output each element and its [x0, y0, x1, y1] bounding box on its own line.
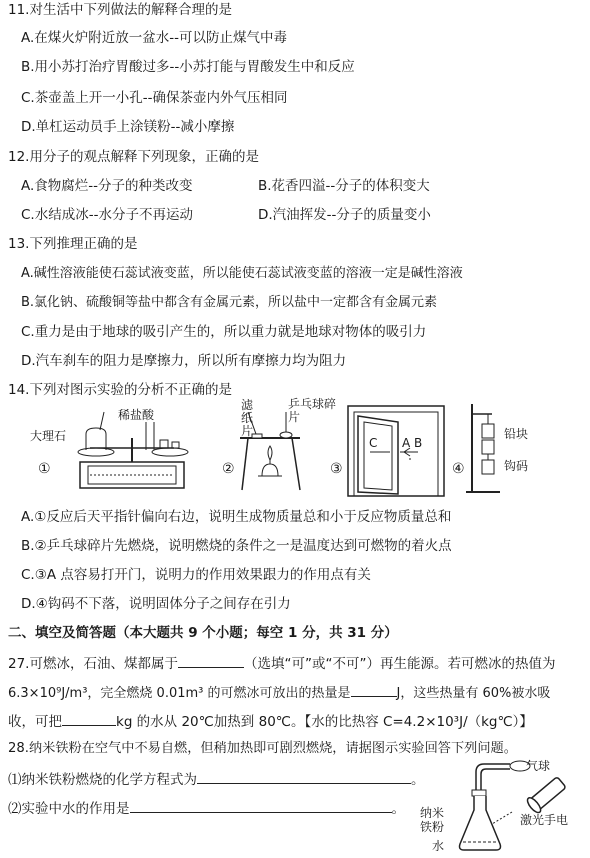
figure-2-number: ② — [222, 461, 235, 477]
q11-option-b: B.用小苏打治疗胃酸过多--小苏打能与胃酸发生中和反应 — [21, 59, 355, 75]
q27-text-1a: 27.可燃冰，石油、煤都属于 — [8, 656, 178, 672]
label-hook-weight: 钩码 — [504, 459, 529, 473]
label-laser-torch: 激光手电 — [520, 813, 569, 827]
q28-sub-1 — [8, 769, 425, 789]
figure-flask-laser — [448, 760, 590, 854]
label-hydrochloric-acid: 稀盐酸 — [118, 408, 155, 422]
label-balloon: 气球 — [526, 759, 551, 773]
q11-option-d: D.单杠运动员手上涂镁粉--减小摩擦 — [21, 119, 235, 135]
q28-sub-2-text: ⑵实验中水的作用是 — [8, 801, 130, 817]
figure-door — [340, 400, 450, 500]
figure-4-number: ④ — [452, 461, 465, 477]
q27-text-1b: （选填“可”或“不可”）再生能源。若可燃冰的热值为 — [243, 656, 556, 672]
q27-line-3 — [8, 711, 533, 731]
q13-option-a: A.碱性溶液能使石蕊试液变蓝，所以能使石蕊试液变蓝的溶液一定是碱性溶液 — [21, 266, 463, 281]
q28-blank-1[interactable] — [197, 769, 411, 784]
q28-blank-2[interactable] — [130, 798, 392, 813]
q12-option-d: D.汽油挥发--分子的质量变小 — [258, 207, 431, 223]
q12-option-a: A.食物腐烂--分子的种类改变 — [21, 178, 193, 194]
q27-line-1 — [8, 653, 555, 673]
q11-option-c: C.茶壶盖上开一小孔--确保茶壶内外气压相同 — [21, 90, 288, 106]
q13-option-c: C.重力是由于地球的吸引产生的，所以重力就是地球对物体的吸引力 — [21, 324, 427, 340]
label-marble: 大理石 — [30, 429, 67, 443]
q12-option-c: C.水结成冰--水分子不再运动 — [21, 207, 193, 223]
q27-blank-3[interactable] — [62, 711, 116, 726]
section-2-heading: 二、填空及简答题（本大题共 9 个小题；每空 1 分，共 31 分） — [8, 625, 398, 641]
q28-sub-1-end: 。 — [411, 772, 425, 788]
q27-text-2a: 6.3×10⁹J/m³，完全燃烧 0.01m³ 的可燃冰可放出的热量是 — [8, 686, 351, 701]
label-lead-block: 铅块 — [504, 427, 529, 441]
door-diagram — [340, 400, 450, 500]
q27-blank-2[interactable] — [351, 682, 397, 697]
q27-text-3a: 收，可把 — [8, 714, 62, 730]
q13-stem: 13.下列推理正确的是 — [8, 236, 138, 252]
q13-option-b: B.氯化钠、硫酸铜等盐中都含有金属元素，所以盐中一定都含有金属元素 — [21, 295, 438, 310]
q27-text-2b: J，这些热量有 60%被水吸 — [396, 686, 551, 701]
q12-stem: 12.用分子的观点解释下列现象，正确的是 — [8, 149, 259, 165]
label-filter-paper: 滤纸片 — [241, 398, 254, 438]
q28-stem: 28.纳米铁粉在空气中不易自燃，但稍加热即可剧烈燃烧，请据图示实验回答下列问题。 — [8, 741, 517, 756]
label-point-c: C — [369, 436, 378, 450]
q13-option-d: D.汽车刹车的阻力是摩擦力，所以所有摩擦力均为阻力 — [21, 353, 347, 369]
q28-sub-2-end: 。 — [391, 801, 405, 817]
label-nano-iron: 纳米铁粉 — [420, 806, 445, 834]
q27-text-3b: kg 的水从 20℃加热到 80℃。【水的比热容 C=4.2×10³J/（kg℃）】 — [116, 714, 533, 730]
q14-option-b: B.②乒乓球碎片先燃烧，说明燃烧的条件之一是温度达到可燃物的着火点 — [21, 538, 452, 554]
q14-stem: 14.下列对图示实验的分析不正确的是 — [8, 382, 232, 398]
figure-lead-block — [466, 400, 506, 498]
label-water: 水 — [432, 839, 445, 853]
label-pingpong-pieces: 乒乓球碎片 — [288, 397, 337, 424]
q12-option-b: B.花香四溢--分子的体积变大 — [258, 178, 430, 194]
q14-option-c: C.③A 点容易打开门，说明力的作用效果跟力的作用点有关 — [21, 567, 371, 583]
q27-line-2 — [8, 682, 550, 703]
q11-option-a: A.在煤火炉附近放一盆水--可以防止煤气中毒 — [21, 30, 288, 46]
figure-1-number: ① — [38, 461, 51, 477]
q28-sub-1-text: ⑴纳米铁粉燃烧的化学方程式为 — [8, 772, 197, 788]
label-point-b: B — [414, 436, 423, 450]
figure-3-number: ③ — [330, 461, 343, 477]
q28-sub-2 — [8, 798, 405, 818]
flask-laser-diagram — [448, 760, 590, 854]
label-point-a: A — [402, 436, 411, 450]
q14-option-d: D.④钩码不下落，说明固体分子之间存在引力 — [21, 596, 291, 612]
q27-blank-1[interactable] — [178, 653, 244, 668]
q11-stem: 11.对生活中下列做法的解释合理的是 — [8, 2, 232, 18]
q14-option-a: A.①反应后天平指针偏向右边，说明生成物质量总和小于反应物质量总和 — [21, 509, 452, 525]
lead-block-diagram — [466, 400, 506, 498]
